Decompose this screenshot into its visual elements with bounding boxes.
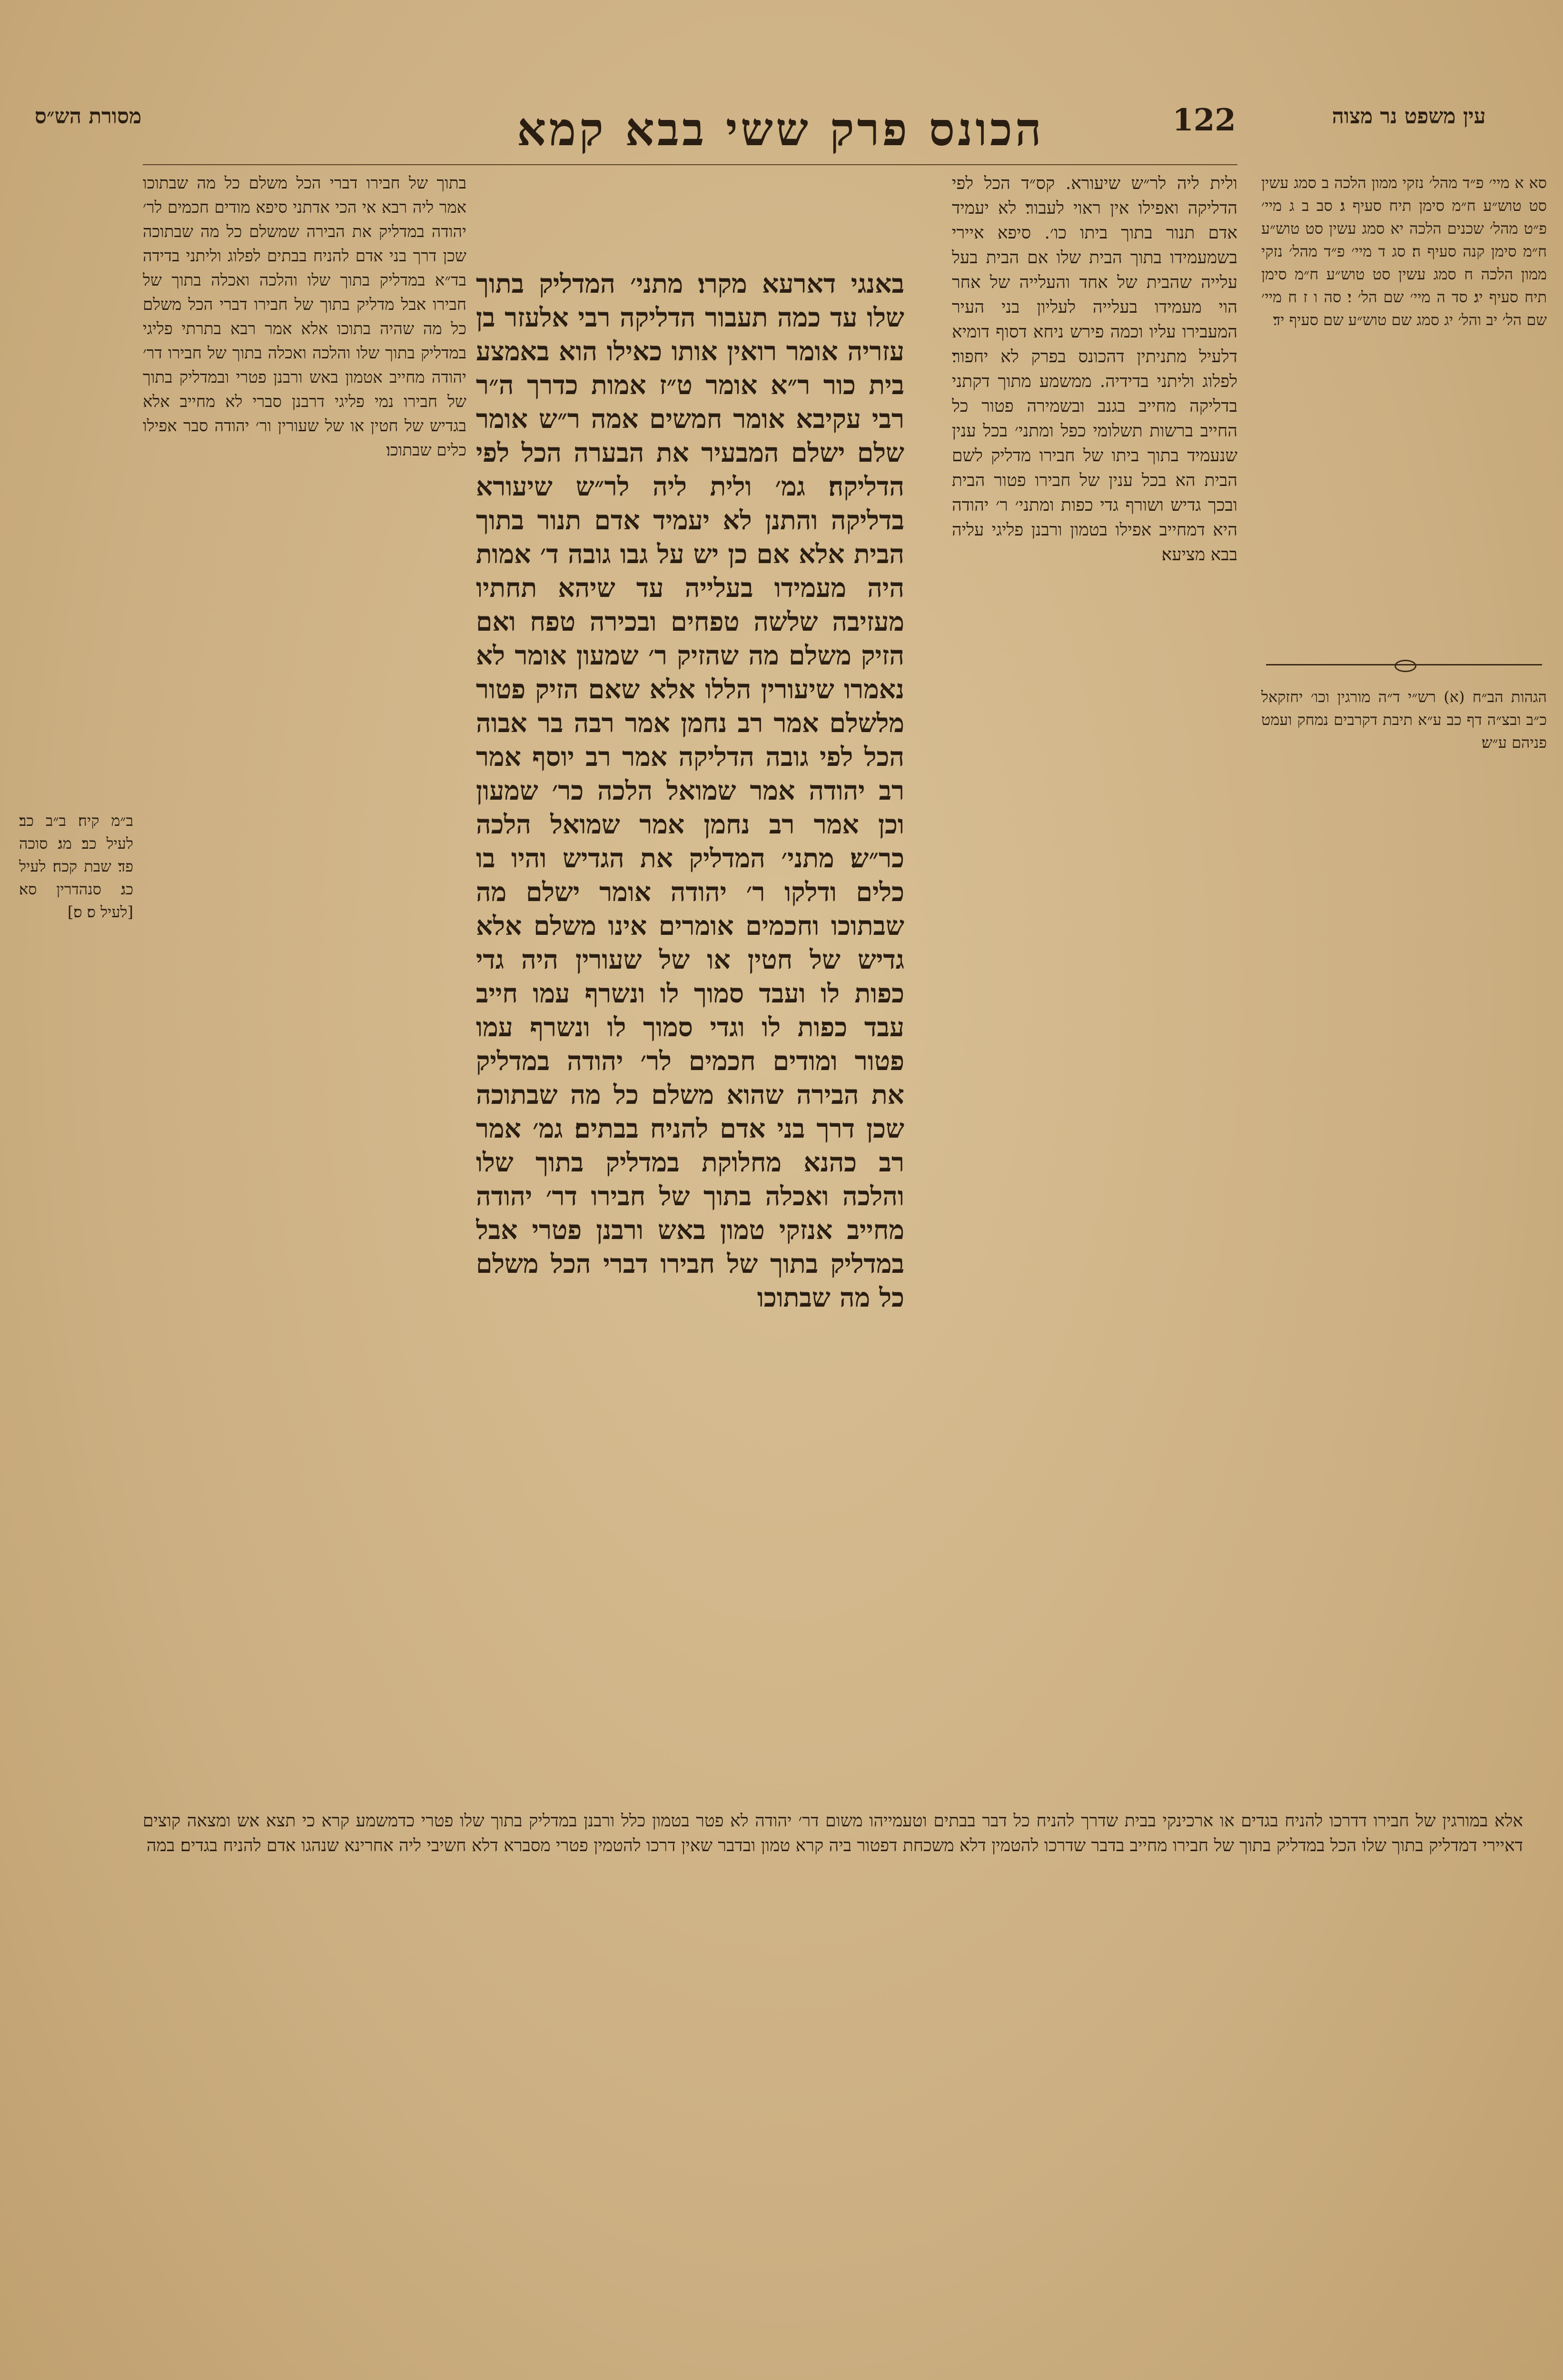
ein-mishpat-text: סא א מיי׳ פ״ד מהל׳ נזקי ממון הלכה ב סמג עשין סט טוש״ע ח״מ סימן תיח סעיף ג׃ סב ב ג מיי׳ פ״ט מהל׳ שכנים הלכה יא סמג עשין סט טוש״ע ח״מ סימן קנה סעיף ה׃ סג ד מיי׳ פ״ד מהל׳ נזקי ממון הלכה ח סמג עשין סט טוש״ע ח״מ סימן תיח סעיף יג׃ סד ה מיי׳ שם הל׳ י׃ סה ו ז ח מיי׳ שם הל׳ יב והל׳ יג סמג שם טוש״ע שם סעיף יד׃ [1261,174,1547,329]
ein-mishpat-column [1261,171,1547,657]
rashi-column [952,171,1237,1809]
page-title: הכונס פרק ששי בבא קמא [516,102,1045,156]
rashi-text: ולית ליה לר״ש שיעורא. קס״ד הכל לפי הדליקה ואפילו אין ראוי לעבור׃ לא יעמיד אדם תנור בתוך ביתו כו׳. סיפא איירי בשמעמידו בתוך הבית שלו אם הבית בעל עלייה שהבית של אחד והעלייה של אחר הוי מעמידו בעלייה לעליון בני העיר המעבירו עליו וכמה פירש ניחא דסוף דומיא דלעיל מתניתין דהכונס בפרק לא יחפור׃ לפלוג וליתני בדידיה. ממשמע מתוך דקתני בדליקה מחייב בגנב ובשמירה פטור כל החייב ברשות תשלומי כפל ומתני׳ בכל ענין שנעמיד בתוך ביתו של חבירו מדליק לשם הבית הא בכל ענין של חבירו פטור הבית ובכך גדיש ושורף גדי כפות ומתני׳ ר׳ יהודה היא דמחייב אפילו בטמון ורבנן פליגי עליה בבא מציעא׃ [952,174,1237,565]
ein-mishpat-label: עין משפט נר מצוה [1332,104,1486,129]
hagahot-text: הגהות הב״ח (א) רש״י ד״ה מורגין וכו׳ יחזקאל כ״ב ובצ״ה דף כב ע״א תיבת דקרבים נמחק ועמט פניהם ע״ש׃ [1261,688,1547,752]
ornamental-divider [1266,664,1542,665]
page-number: 122 [1172,102,1236,138]
tosafot-text: בתוך של חבירו דברי הכל משלם כל מה שבתוכו אמר ליה רבא אי הכי אדתני סיפא מודים חכמים לר׳ יהודה במדליק את הבירה שמשלם כל מה שבתוכה שכן דרך בני אדם להניח בבתים לפלוג וליתני בדידה בד״א במדליק בתוך שלו והלכה ואכלה בתוך של חבירו אבל מדליק בתוך של חבירו דברי הכל משלם כל מה שהיה בתוכו אלא אמר רבא בתרתי פליגי במדליק בתוך שלו והלכה ואכלה בתוך של חבירו דר׳ יהודה מחייב אטמון באש ורבנן פטרי ובמדליק בתוך של חבירו נמי פליגי דרבנן סברי לא מחייב אלא בגדיש של חטין או של שעורין ור׳ יהודה סבר אפילו כלים שבתוכו׃ [143,174,466,460]
bottom-commentary-text: אלא במורגין של חבירו דדרכו להניח בגדים או ארכינקי בבית שדרך להניח כל דבר בבתים וטעמייהו משום דר׳ יהודה לא פטר בטמון כלל ורבנן במדליק בתוך שלו פטרי כדמשמע קרא כי תצא אש ומצאה קוצים דאיירי דמדליק בתוך שלו הכל במדליק בתוך של חבירו מחייב בדבר שדרכו להטמין דלא משכחת דפטור ביה קרא טמון ובדבר שאין דרכו להטמין פטרי מסברא דלא חשיבי ליה אחרינא שנהגו אדם להניח בגדים׃ במה [143,1811,1523,1855]
masoret-hashas-label: מסורת הש״ס [34,104,142,129]
bottom-commentary [143,1809,1523,1933]
hagahot-column [1261,685,1547,828]
tosafot-column [143,171,466,1685]
margin-references-text: ב״מ קיח׃ ב״ב כב׃ לעיל כב׃ מג׃ סוכה פד׃ שבת קכח׃ לעיל כג׃ סנהדרין סא׃ [לעיל ס׃ ס׃] [19,812,133,921]
header-rule [143,164,1237,165]
gemara-text: באנגי דארעא מקרו׃ מתני׳ המדליק בתוך שלו עד כמה תעבור הדליקה רבי אלעזר בן עזריה אומר רואין אותו כאילו הוא באמצע בית כור ר״א אומר ט״ז אמות כדרך ה״ר רבי עקיבא אומר חמשים אמה ר״ש אומר שלם ישלם המבעיר את הבערה הכל לפי הדליקה׃ גמ׳ ולית ליה לר״ש שיעורא בדליקה והתנן לא יעמיד אדם תנור בתוך הבית אלא אם כן יש על גבו גובה ד׳ אמות היה מעמידו בעלייה עד שיהא תחתיו מעזיבה שלשה טפחים ובכירה טפח ואם הזיק משלם מה שהזיק ר׳ שמעון אומר לא נאמרו שיעורין הללו אלא שאם הזיק פטור מלשלם אמר רב נחמן אמר רבה בר אבוה הכל לפי גובה הדליקה אמר רב יוסף אמר רב יהודה אמר שמואל הלכה כר׳ שמעון וכן אמר רב נחמן אמר שמואל הלכה כר״ש׃ מתני׳ המדליק את הגדיש והיו בו כלים ודלקו ר׳ יהודה אומר ישלם מה שבתוכו וחכמים אומרים אינו משלם אלא גדיש של חטין או של שעורין היה גדי כפות לו ועבד סמוך לו ונשרף עמו חייב עבד כפות לו וגדי סמוך לו ונשרף עמו פטור ומודים חכמים לר׳ יהודה במדליק את הבירה שהוא משלם כל מה שבתוכה שכן דרך בני אדם להניח בבתים׃ גמ׳ אמר רב כהנא מחלוקת במדליק בתוך שלו והלכה ואכלה בתוך של חבירו דר׳ יהודה מחייב אנזקי טמון באש ורבנן פטרי אבל במדליק בתוך של חבירו דברי הכל משלם כל מה שבתוכו [476,268,904,1313]
gemara-column [476,267,904,1761]
margin-references [19,809,133,1095]
